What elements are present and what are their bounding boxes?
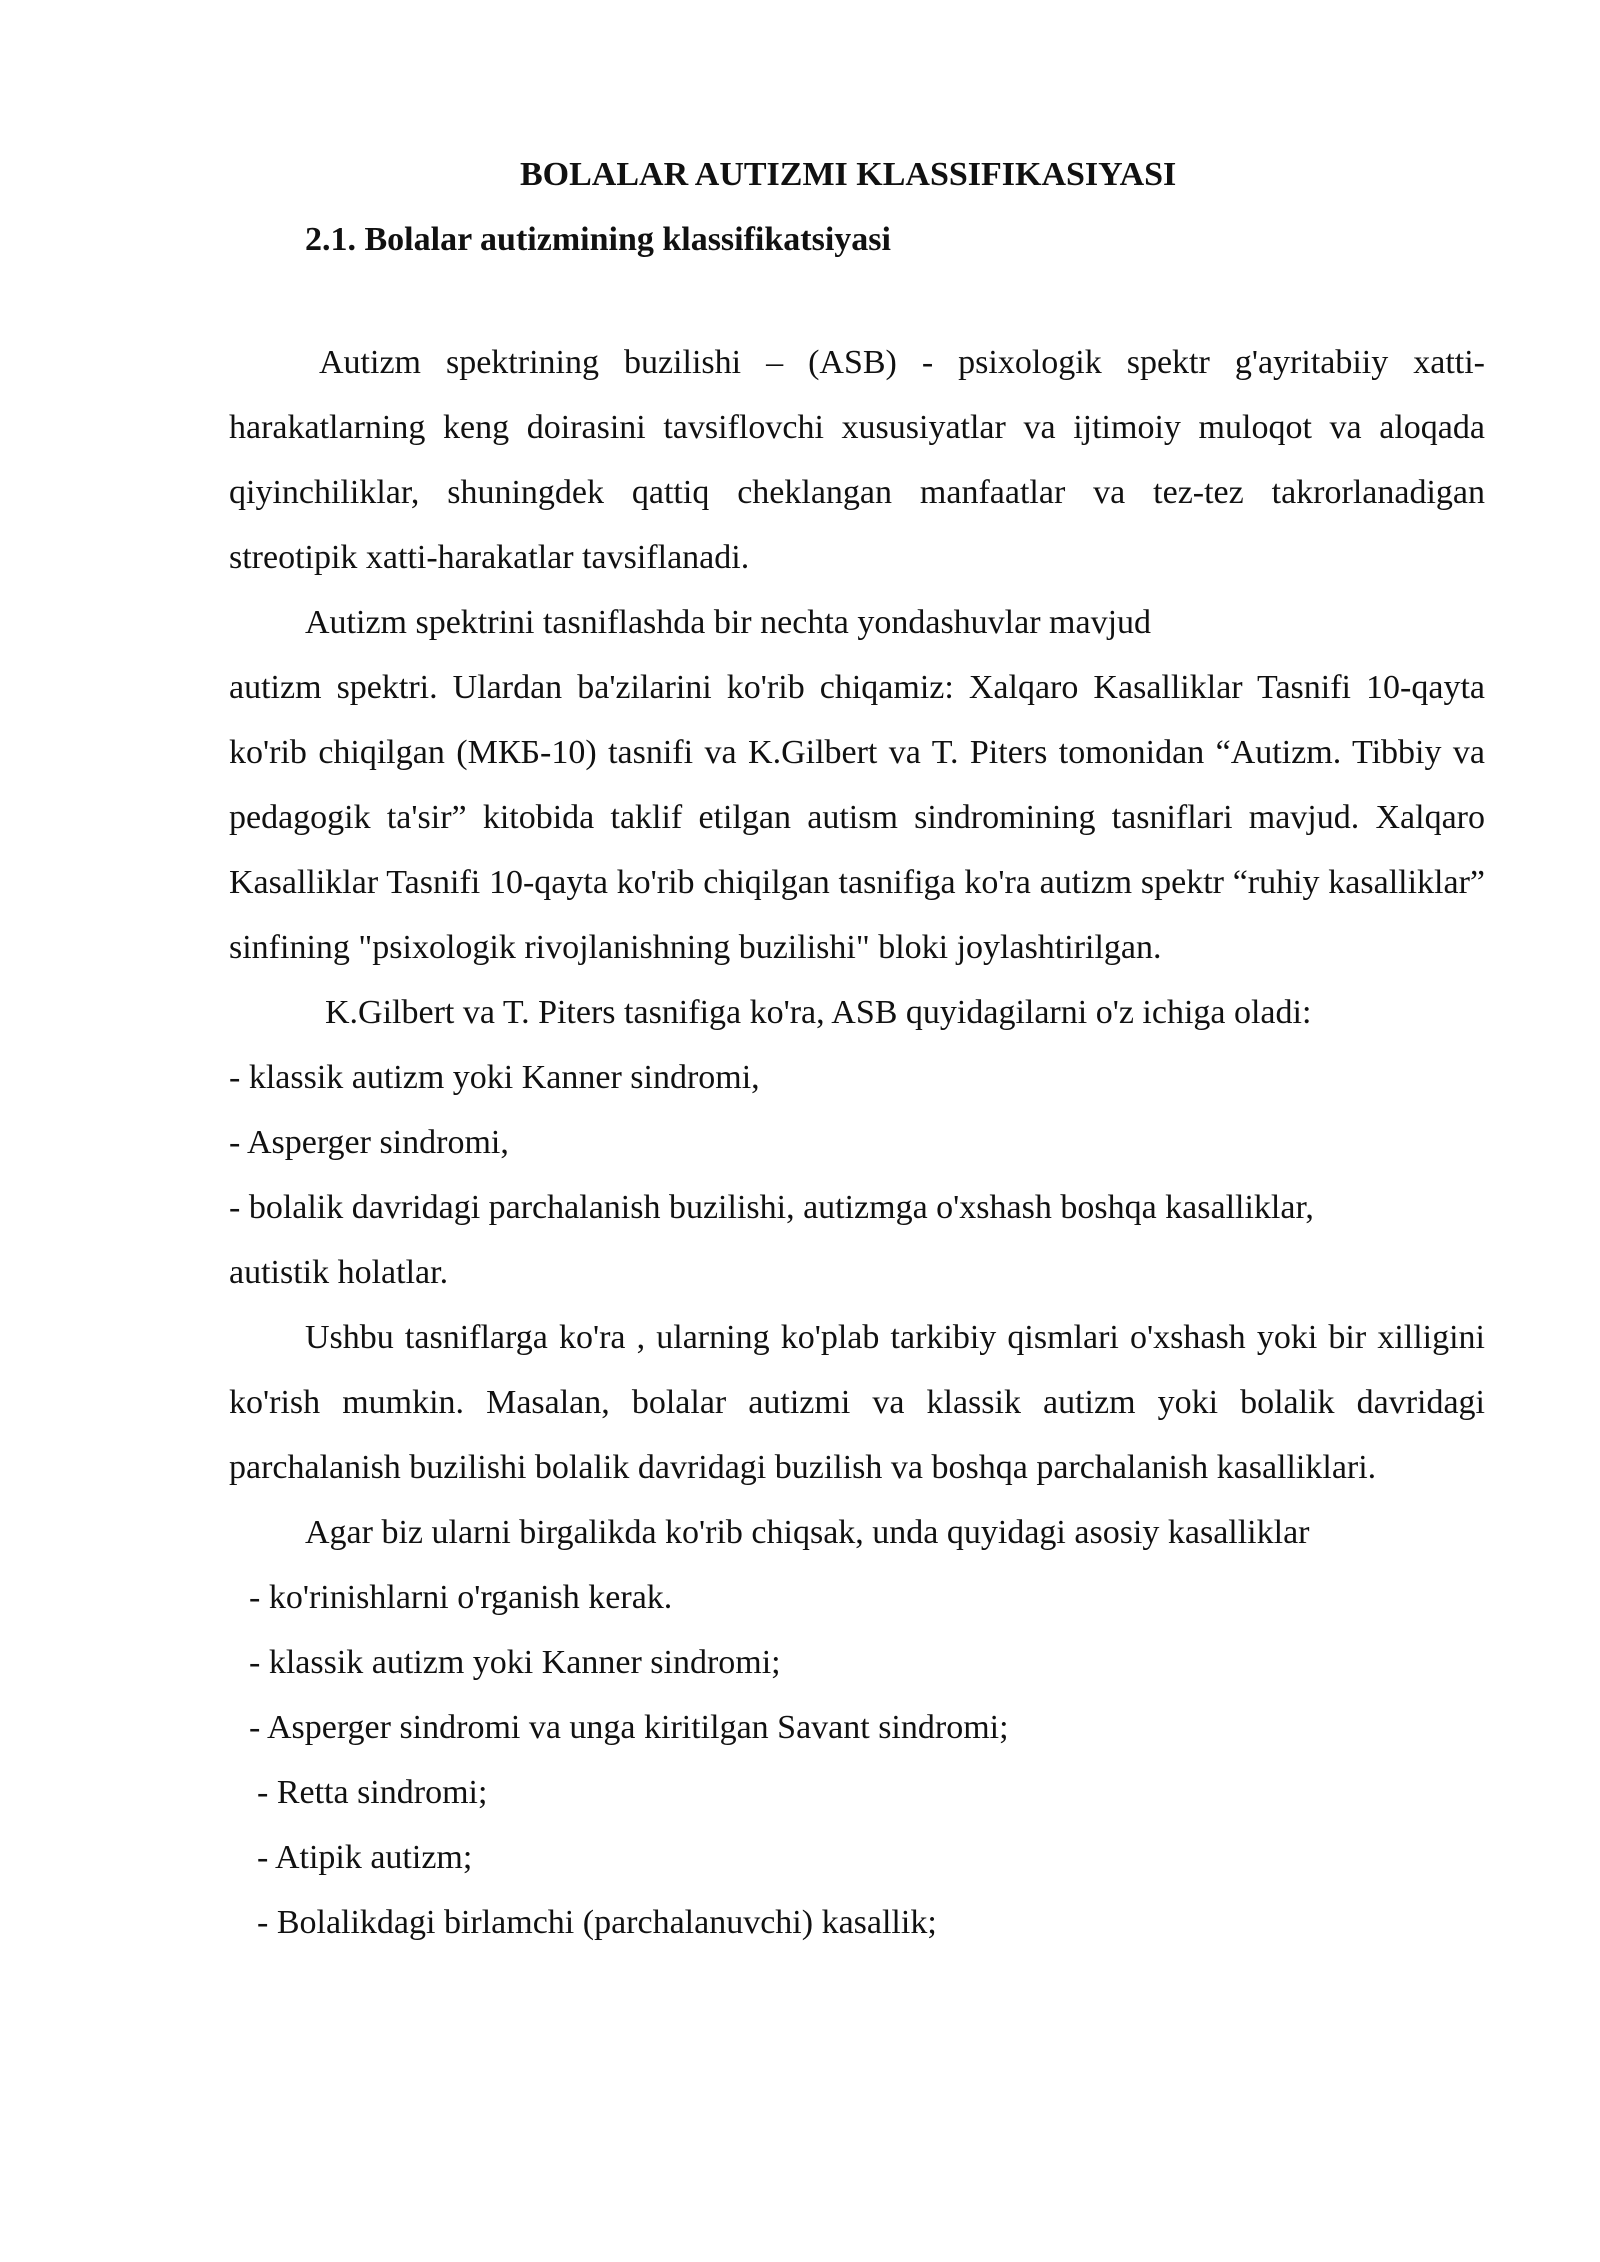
list-item: - klassik autizm yoki Kanner sindromi; (249, 1644, 781, 1681)
section-subtitle: 2.1. Bolalar autizmining klassifikatsiyasi (305, 221, 891, 258)
list-item: - Bolalikdagi birlamchi (parchalanuvchi) kasallik; (257, 1904, 937, 1941)
paragraph-similarity: Ushbu tasniflarga ko'ra , ularning ko'plab tarkibiy qismlari o'xshash yoki bir xilligini ko'rish mumkin. Masalan, bolalar autizmi va klassik autizm yoki bolalik davridagi parchalanish buzilishi bolalik davridagi buzilish va boshqa parchalanish kasalliklari. (229, 1319, 1485, 1486)
document-title: BOLALAR AUTIZMI KLASSIFIKASIYASI (520, 156, 1177, 193)
list-item: - Asperger sindromi, (229, 1124, 509, 1161)
list-item: - Asperger sindromi va unga kiritilgan Savant sindromi; (249, 1709, 1009, 1746)
list-item: - Atipik autizm; (257, 1839, 473, 1876)
paragraph-asb-definition: Autizm spektrining buzilishi – (ASB) - psixologik spektr g'ayritabiiy xatti-harakatlarning keng doirasini tavsiflovchi xususiyatlar va ijtimoiy muloqot va aloqada qiyinchiliklar, shuningdek qattiq cheklangan manfaatlar va tez-tez takrorlanadigan streotipik xatti-harakatlar tavsiflanadi. (229, 344, 1485, 576)
list-item: autistik holatlar. (229, 1254, 449, 1291)
list-item: - ko'rinishlarni o'rganish kerak. (249, 1579, 673, 1616)
list-item: - bolalik davridagi parchalanish buzilishi, autizmga o'xshash boshqa kasalliklar, (229, 1189, 1314, 1226)
paragraph-gilbert-piters: K.Gilbert va T. Piters tasnifiga ko'ra, ASB quyidagilarni o'z ichiga oladi: (325, 994, 1312, 1031)
list-item: - Retta sindromi; (257, 1774, 488, 1811)
paragraph-approaches-lead: Autizm spektrini tasniflashda bir nechta yondashuvlar mavjud (305, 604, 1152, 641)
list-item: - klassik autizm yoki Kanner sindromi, (229, 1059, 760, 1096)
paragraph-classifications: autizm spektri. Ulardan ba'zilarini ko'rib chiqamiz: Xalqaro Kasalliklar Tasnifi 10-qayta ko'rib chiqilgan (МКБ-10) tasnifi va K.Gilbert va T. Piters tomonidan “Autizm. Tibbiy va pedagogik ta'sir” kitobida taklif etilgan autism sindromining tasniflari mavjud. Xalqaro Kasalliklar Tasnifi 10-qayta ko'rib chiqilgan tasnifiga ko'ra autizm spektr “ruhiy kasalliklar” sinfining "psixologik rivojlanishning buzilishi" bloki joylashtirilgan. (229, 669, 1485, 966)
paragraph-main-diseases-lead: Agar biz ularni birgalikda ko'rib chiqsak, unda quyidagi asosiy kasalliklar (305, 1514, 1310, 1551)
document-body (229, 330, 1485, 1955)
